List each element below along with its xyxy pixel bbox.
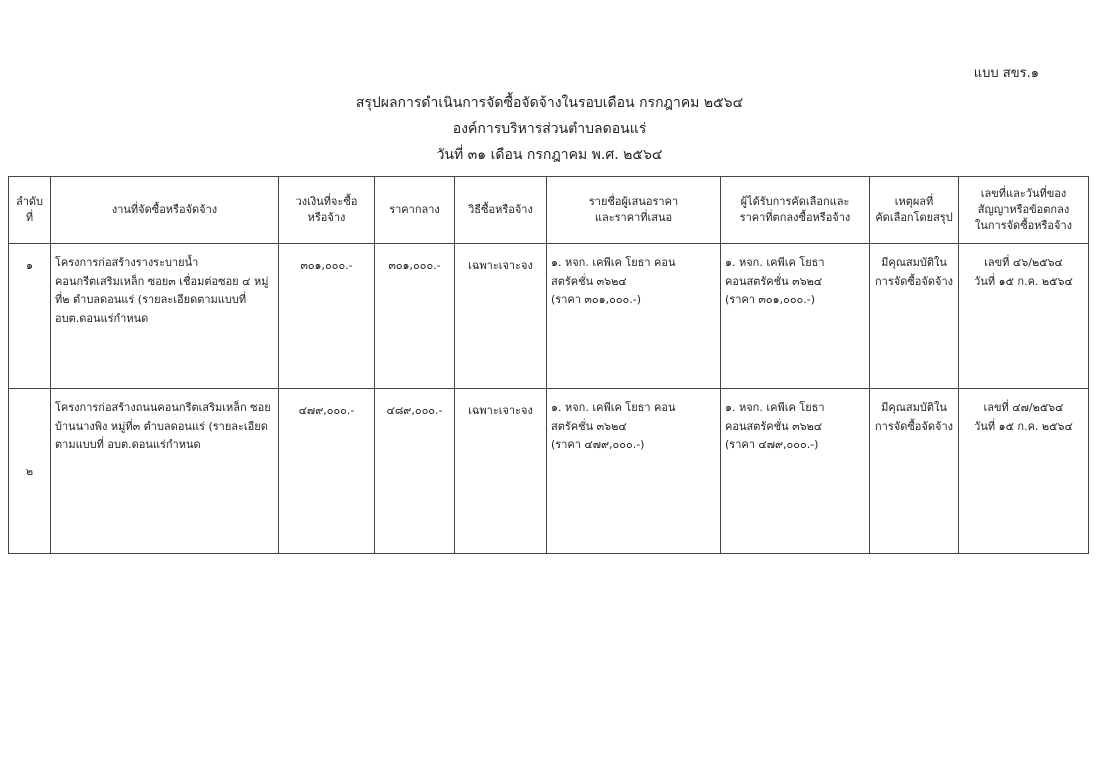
row-method: เฉพาะเจาะจง: [455, 244, 547, 389]
title-date: วันที่ ๓๑ เดือน กรกฎาคม พ.ศ. ๒๕๖๔: [436, 147, 663, 163]
row-reason: มีคุณสมบัติใน การจัดซื้อจัดจ้าง: [870, 244, 959, 389]
form-code: แบบ สขร.๑: [973, 66, 1039, 81]
table-row: [9, 244, 1089, 389]
row-method: เฉพาะเจาะจง: [455, 389, 547, 554]
row-reason: มีคุณสมบัติใน การจัดซื้อจัดจ้าง: [870, 389, 959, 554]
row-contract: เลขที่ ๔๖/๒๕๖๔ วันที่ ๑๕ ก.ค. ๒๕๖๔: [959, 244, 1089, 389]
title-summary: สรุปผลการดำเนินการจัดซื้อจัดจ้างในรอบเดือน กรกฎาคม ๒๕๖๔: [355, 95, 744, 111]
header-reason: เหตุผลที่ คัดเลือกโดยสรุป: [870, 177, 959, 244]
title-organization: องค์การบริหารส่วนตำบลดอนแร่: [452, 121, 647, 137]
header-method: วิธีซื้อหรือจ้าง: [455, 177, 547, 244]
row-work: โครงการก่อสร้างรางระบายน้ำคอนกรีตเสริมเหล็ก ซอย๓ เชื่อมต่อซอย ๔ หมู่ที่๒ ตำบลดอนแร่ (รายละเอียดตามแบบที่ อบต.ดอนแร่กำหนด: [51, 244, 279, 389]
header-winner: ผู้ได้รับการคัดเลือกและ ราคาที่ตกลงซื้อหรือจ้าง: [721, 177, 870, 244]
row-winner: ๑. หจก. เคพีเค โยธา คอนสตรัคชั่น ๓๖๒๔ (ราคา ๓๐๑,๐๐๐.-): [721, 244, 870, 389]
row-index: ๑: [9, 244, 51, 389]
row-index: ๒: [9, 389, 51, 554]
row-median-price: ๔๘๙,๐๐๐.-: [375, 389, 455, 554]
row-work: โครงการก่อสร้างถนนคอนกรีตเสริมเหล็ก ซอยบ้านนางพิง หมู่ที่๓ ตำบลดอนแร่ (รายละเอียดตามแบบที่ อบต.ดอนแร่กำหนด: [51, 389, 279, 554]
row-budget: ๔๗๙,๐๐๐.-: [279, 389, 375, 554]
row-winner: ๑. หจก. เคพีเค โยธา คอนสตรัคชั่น ๓๖๒๔ (ราคา ๔๗๙,๐๐๐.-): [721, 389, 870, 554]
row-bidders: ๑. หจก. เคพีเค โยธา คอน สตรัคชั่น ๓๖๒๔ (ราคา ๓๐๑,๐๐๐.-): [547, 244, 721, 389]
table-header-row: [9, 177, 1089, 244]
header-bidders: รายชื่อผู้เสนอราคา และราคาที่เสนอ: [547, 177, 721, 244]
header-work: งานที่จัดซื้อหรือจัดจ้าง: [51, 177, 279, 244]
header-contract: เลขที่และวันที่ของ สัญญาหรือข้อตกลง ในการจัดซื้อหรือจ้าง: [959, 177, 1089, 244]
document-title-block: [0, 90, 1099, 168]
table-row: [9, 389, 1089, 554]
row-budget: ๓๐๑,๐๐๐.-: [279, 244, 375, 389]
procurement-summary-table: [8, 176, 1089, 554]
header-median-price: ราคากลาง: [375, 177, 455, 244]
row-median-price: ๓๐๑,๐๐๐.-: [375, 244, 455, 389]
row-contract: เลขที่ ๔๗/๒๕๖๔ วันที่ ๑๕ ก.ค. ๒๕๖๔: [959, 389, 1089, 554]
header-index: ลำดับ ที่: [9, 177, 51, 244]
header-budget: วงเงินที่จะซื้อ หรือจ้าง: [279, 177, 375, 244]
row-bidders: ๑. หจก. เคพีเค โยธา คอน สตรัคชั่น ๓๖๒๔ (ราคา ๔๗๙,๐๐๐.-): [547, 389, 721, 554]
